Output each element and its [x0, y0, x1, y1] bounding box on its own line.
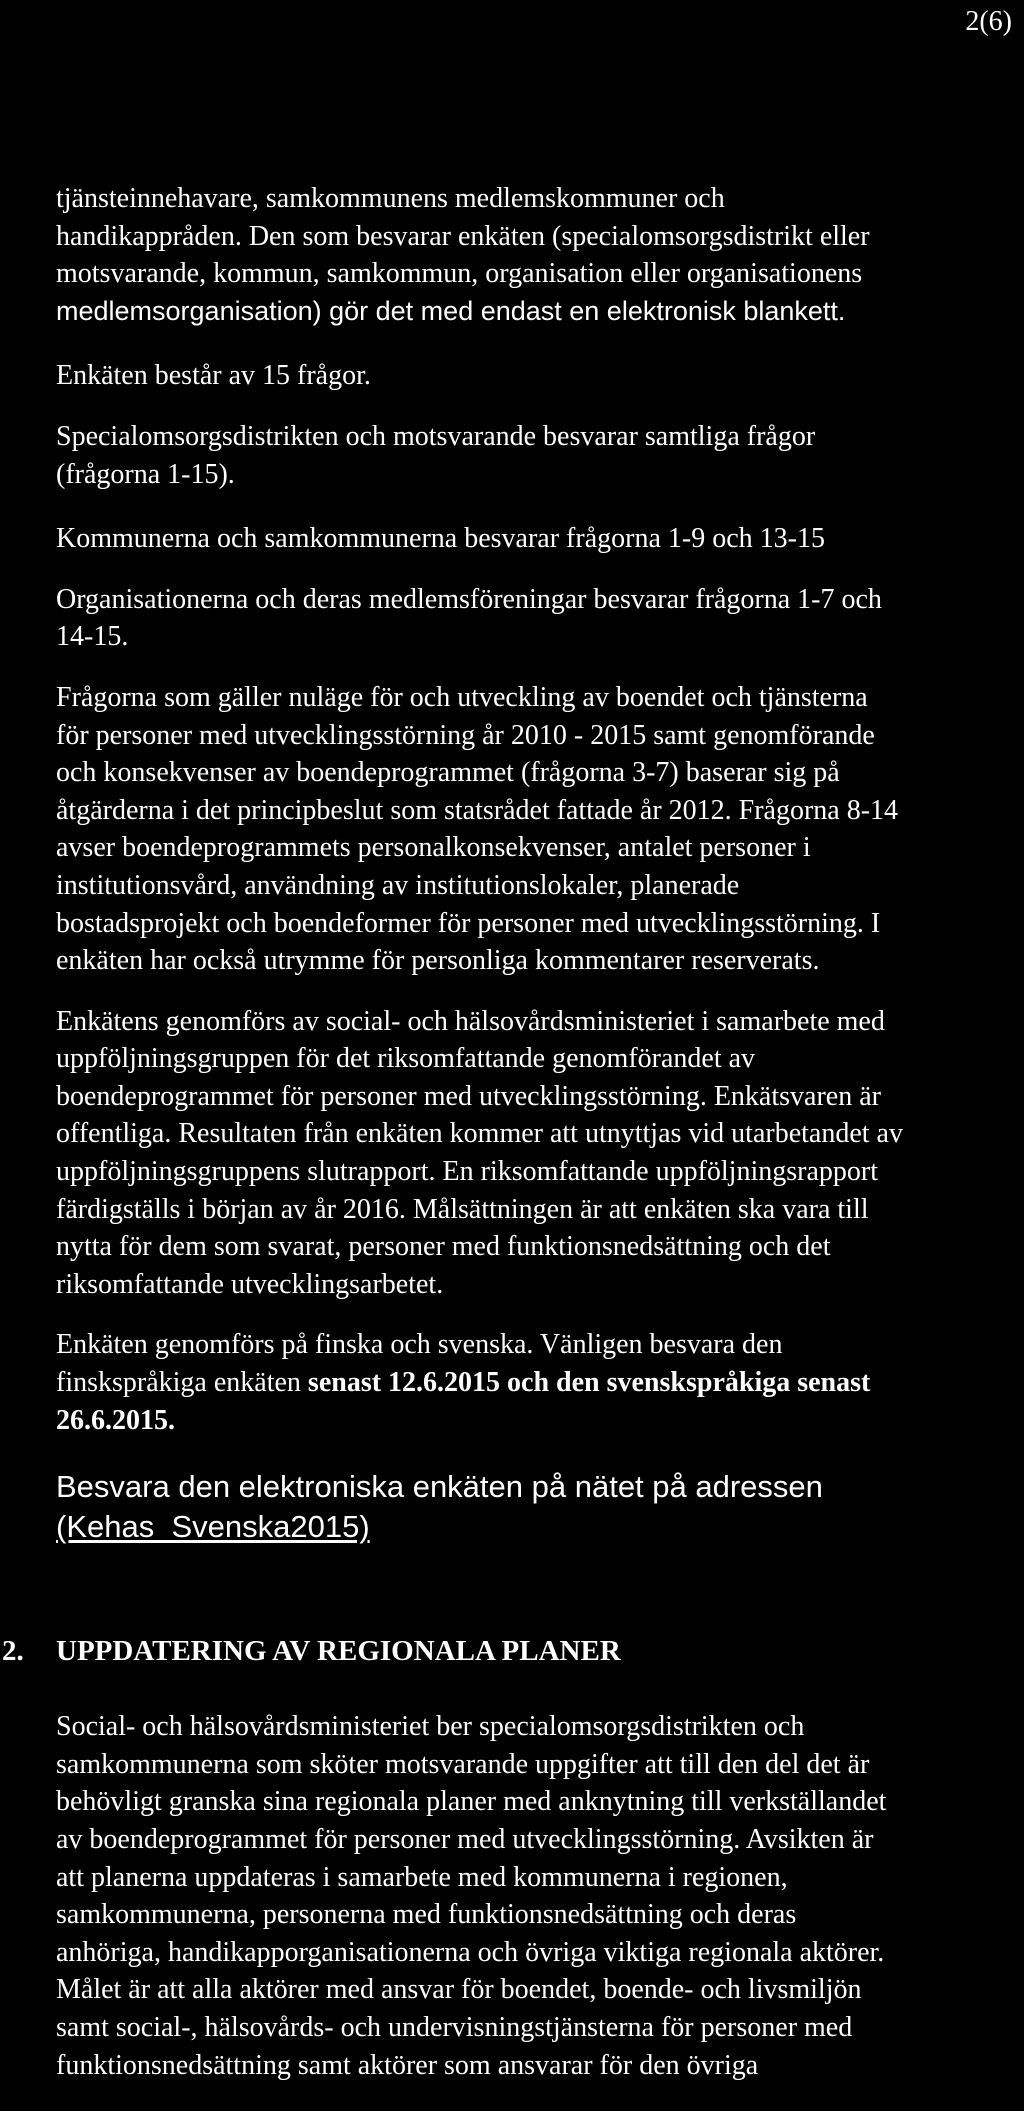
text-line: medlemsorganisation) gör det med endast en elektronisk blankett.	[56, 295, 846, 326]
text-line: institutionsvård, användning av institutionslokaler, planerade	[56, 869, 740, 901]
text-line: (frågorna 1-15).	[56, 458, 235, 490]
text-line: Social- och hälsovårdsministeriet ber specialomsorgsdistrikten och	[56, 1711, 805, 1743]
text-line: handikappråden. Den som besvarar enkäten (specialomsorgsdistrikt eller	[56, 220, 870, 252]
text-line: uppföljningsgruppen för det riksomfattande genomförandet av	[56, 1043, 756, 1075]
text-line: riksomfattande utvecklingsarbetet.	[56, 1268, 444, 1300]
text-line: att planerna uppdateras i samarbete med kommunerna i regionen,	[56, 1861, 788, 1893]
text-line: Enkäten genomförs på finska och svenska. Vänligen besvara den	[56, 1329, 783, 1361]
text-line: uppföljningsgruppens slutrapport. En riksomfattande uppföljningsrapport	[56, 1156, 878, 1188]
text-line: 14-15.	[56, 621, 129, 653]
deadline-text: senast 12.6.2015 och den svenskspråkiga senast	[307, 1367, 871, 1399]
document-body	[2, 180, 1024, 2084]
text-line: för personer med utvecklingsstörning år 2010 - 2015 samt genomförande	[56, 719, 875, 751]
text-line: samkommunerna, personerna med funktionsnedsättning och deras	[56, 1899, 797, 1931]
text-line: tjänsteinnehavare, samkommunens medlemskommuner och	[56, 183, 725, 214]
deadline-date: 26.6.2015.	[56, 1404, 175, 1436]
text-line: och konsekvenser av boendeprogrammet (frågorna 3-7) baserar sig på	[56, 757, 840, 789]
text-line: behövligt granska sina regionala planer med anknytning till verkställandet	[56, 1786, 887, 1818]
intro-paragraph	[56, 180, 1024, 330]
text-line: samkommunerna som sköter motsvarande uppgifter att till den del det är	[56, 1748, 870, 1780]
text-line: anhöriga, handikapporganisationerna och övriga viktiga regionala aktörer.	[56, 1936, 885, 1968]
page-number: 2(6)	[965, 6, 1012, 37]
survey-info-paragraph	[56, 1003, 1024, 1304]
text-line: färdigställs i början av år 2016. Målsättningen är att enkäten ska vara till	[56, 1193, 869, 1225]
text-line: funktionsnedsättning samt aktörer som ansvarar för den övriga	[56, 2049, 759, 2081]
text-line: bostadsprojekt och boendeformer för personer med utvecklingsstörning. I	[56, 907, 881, 939]
text-line: offentliga. Resultaten från enkäten kommer att utnyttjas vid utarbetandet av	[56, 1118, 903, 1150]
languages-paragraph	[56, 1326, 1024, 1439]
text-line: Enkätens genomförs av social- och hälsovårdsministeriet i samarbete med	[56, 1005, 885, 1037]
text-line: boendeprogrammet för personer med utvecklingsstörning. Enkätsvaren är	[56, 1080, 881, 1112]
text-line: Frågorna som gäller nuläge för och utveckling av boendet och tjänsterna	[56, 681, 868, 713]
text-line: avser boendeprogrammets personalkonsekvenser, antalet personer i	[56, 832, 811, 864]
text-line: åtgärderna i det principbeslut som statsrådet fattade år 2012. Frågorna 8-14	[56, 794, 899, 826]
section-heading	[2, 1633, 1024, 1670]
online-paragraph	[56, 1467, 1024, 1547]
text-line: nytta för dem som svarat, personer med funktionsnedsättning och det	[56, 1231, 831, 1263]
section-title: UPPDATERING AV REGIONALA PLANER	[56, 1635, 621, 1668]
text-line	[56, 1507, 1024, 1547]
survey-link[interactable]: (Kehas_Svenska2015)	[56, 1509, 370, 1545]
text-line: Besvara den elektroniska enkäten på nätet på adressen	[56, 1469, 823, 1505]
questions-scope-paragraph	[56, 679, 1024, 980]
text-line: av boendeprogrammet för personer med utvecklingsstörning. Avsikten är	[56, 1824, 874, 1855]
text-line: enkäten har också utrymme för personliga kommentarer reserverats.	[56, 945, 820, 977]
questions-count-paragraph: Enkäten består av 15 frågor.	[56, 360, 371, 392]
text-line	[56, 1364, 1024, 1402]
text-line: Organisationerna och deras medlemsföreningar besvarar frågorna 1-7 och	[56, 583, 882, 615]
text-line: motsvarande, kommun, samkommun, organisation eller organisationens	[56, 258, 863, 290]
districts-paragraph	[56, 418, 1024, 493]
municipalities-paragraph: Kommunerna och samkommunerna besvarar frågorna 1-9 och 13-15	[56, 523, 825, 555]
text-line	[56, 1402, 1024, 1440]
text-line: Specialomsorgsdistrikten och motsvarande besvarar samtliga frågor	[56, 420, 816, 452]
section-paragraph	[56, 1708, 1024, 2084]
section-number: 2.	[2, 1635, 24, 1668]
text-line: Målet är att alla aktörer med ansvar för boendet, boende- och livsmiljön	[56, 1974, 862, 2006]
organisations-paragraph	[56, 581, 1024, 656]
text-line: samt social-, hälsovårds- och undervisningstjänsterna för personer med	[56, 2011, 853, 2043]
text-fragment: finskspråkiga enkäten	[56, 1367, 308, 1399]
